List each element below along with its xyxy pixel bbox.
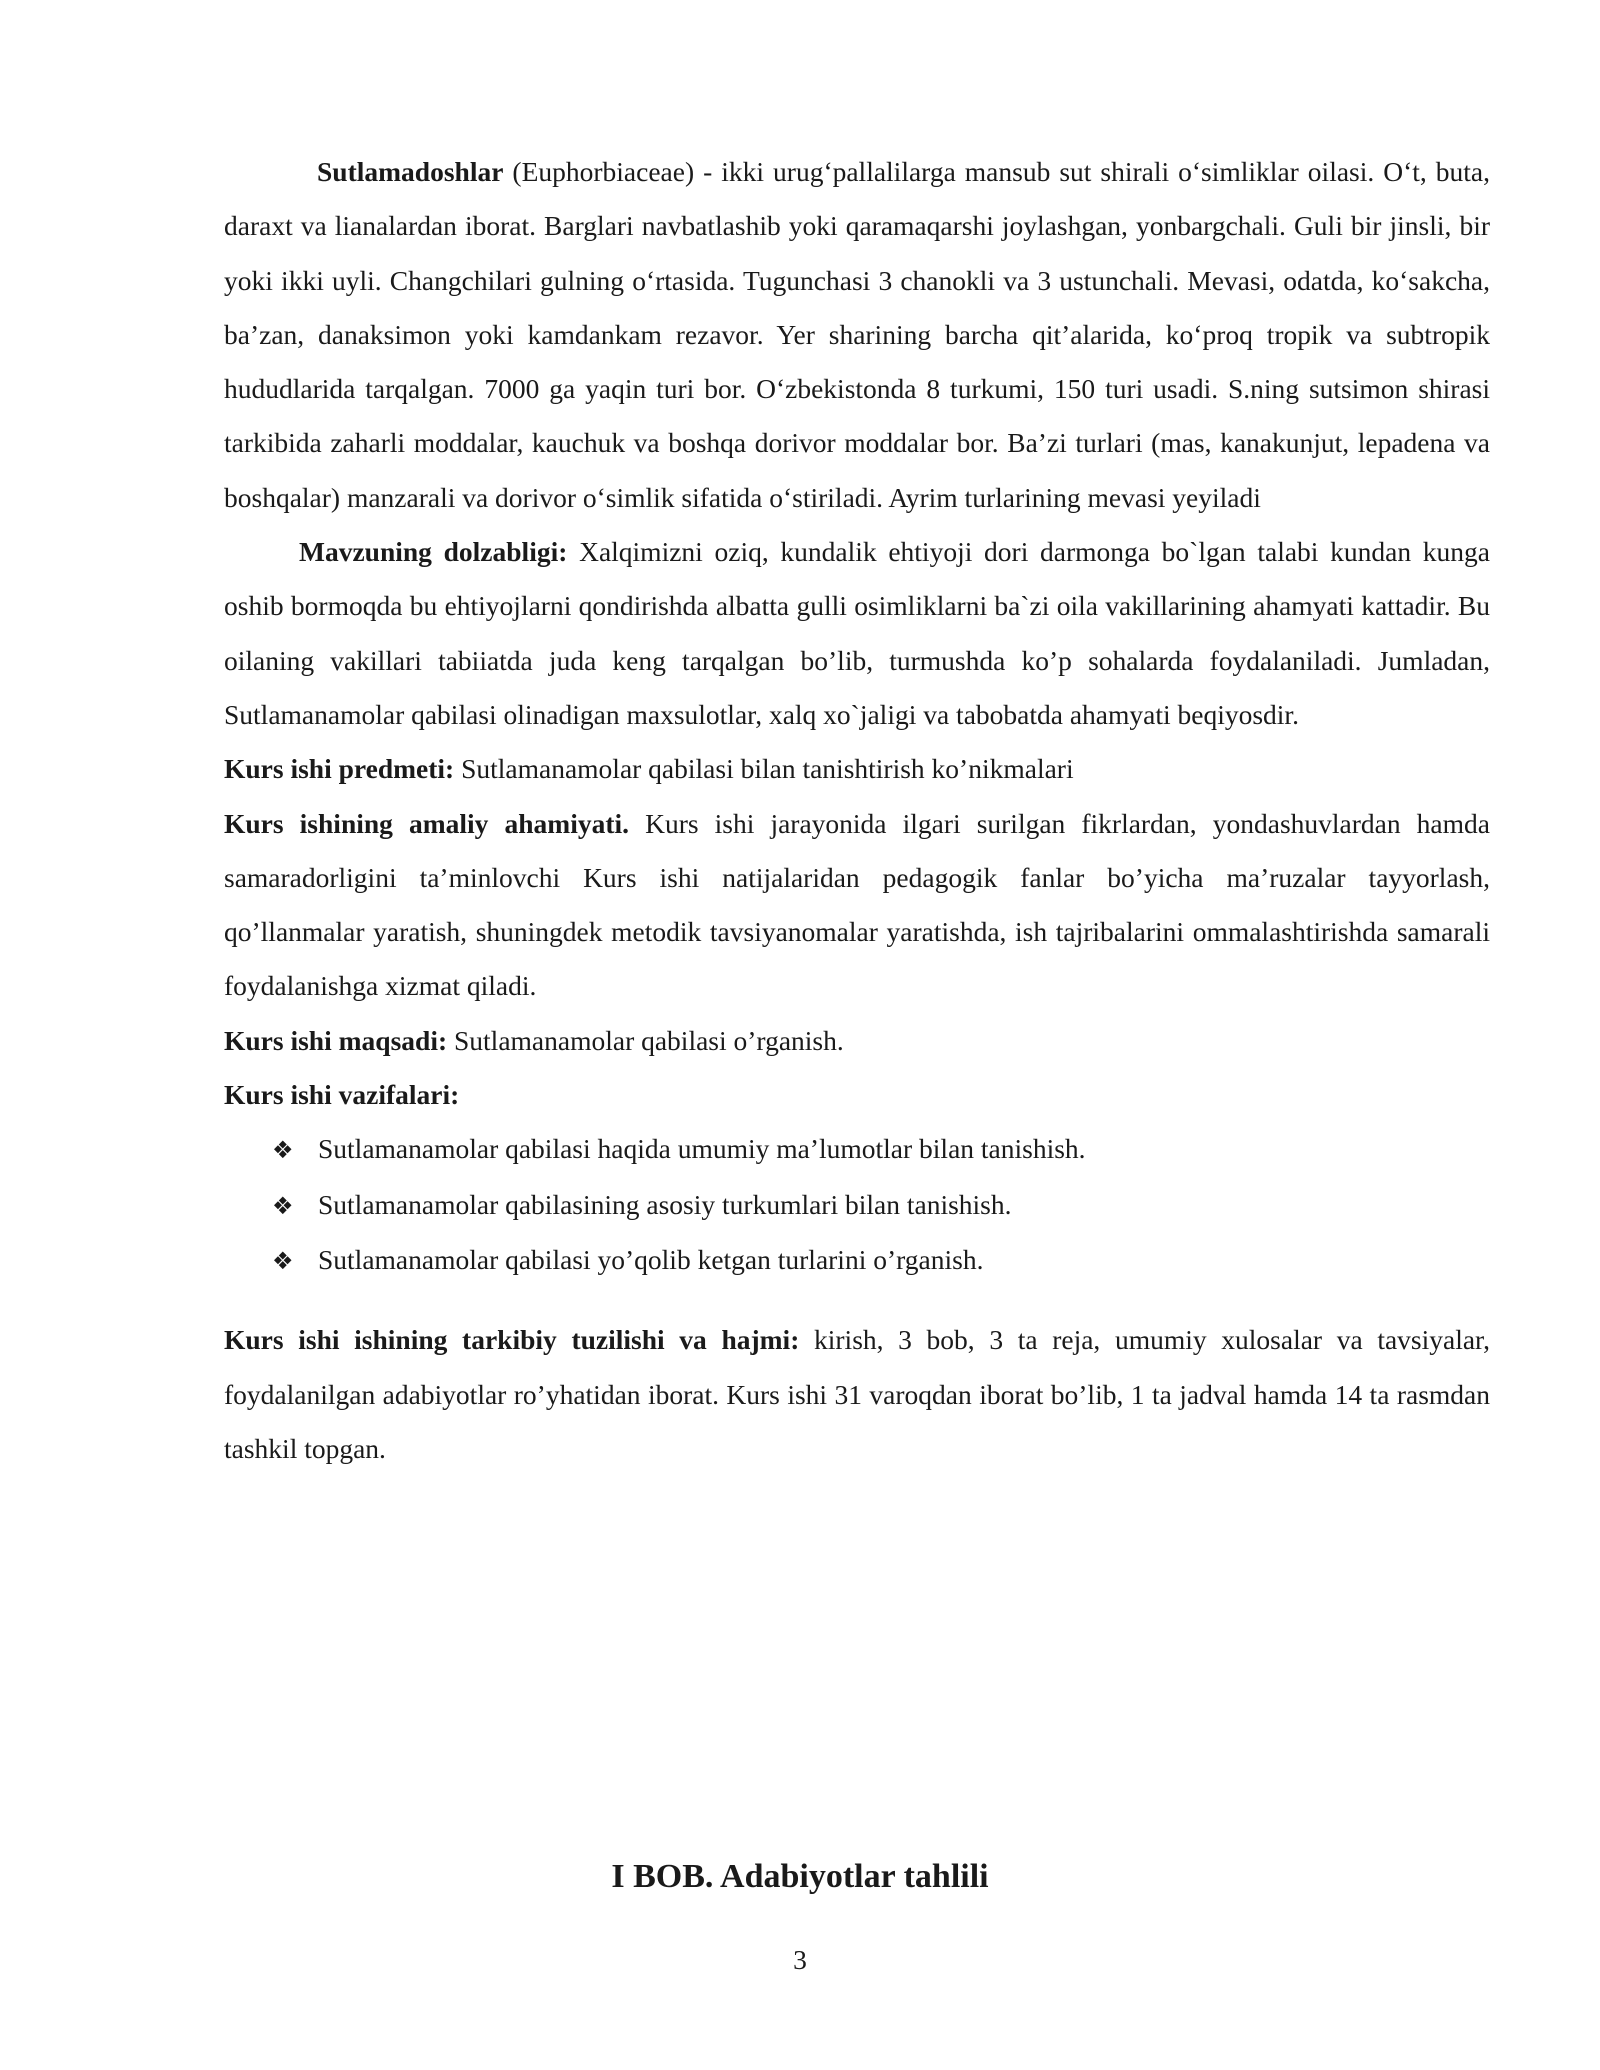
practical-label: Kurs ishining amaliy ahamiyati.: [224, 807, 630, 839]
list-item-text: Sutlamanamolar qabilasining asosiy turkumlari bilan tanishish.: [318, 1188, 1012, 1220]
relevance-text: Xalqimizni oziq, kundalik ehtiyoji dori darmonga bo`lgan talabi kundan kunga oshib bormoqda bu ehtiyojlarni qondirishda albatta gulli osimliklarni ba`zi oila vakillarining ahamyati kattadir. Bu oilaning vakillari tabiiatda juda keng tarqalgan bo’lib, turmushda ko’p sohalarda foydalaniladi. Jumladan, Sutlamanamolar qabilasi olinadigan maxsulotlar, xalq xo`jaligi va tabobatda ahamyati beqiyosdir.: [224, 536, 1490, 730]
diamond-bullet-icon: ❖: [272, 1136, 294, 1165]
subject-text: Sutlamanamolar qabilasi bilan tanishtirish ko’nikmalari: [454, 753, 1074, 785]
subject-label: Kurs ishi predmeti:: [224, 753, 455, 785]
diamond-bullet-icon: ❖: [272, 1191, 294, 1220]
list-item: [272, 1233, 1490, 1288]
subject-paragraph: [224, 742, 1490, 796]
structure-label: Kurs ishi ishining tarkibiy tuzilishi va hajmi:: [224, 1324, 800, 1356]
list-item: [272, 1122, 1490, 1177]
structure-paragraph: [224, 1313, 1490, 1476]
list-item-text: Sutlamanamolar qabilasi haqida umumiy ma’lumotlar bilan tanishish.: [318, 1133, 1086, 1165]
list-item: [272, 1178, 1490, 1233]
document-body: [224, 145, 1490, 1476]
practical-text: Kurs ishi jarayonida ilgari surilgan fikrlardan, yondashuvlardan hamda samaradorligini ta’minlovchi Kurs ishi natijalaridan pedagogik fanlar bo’yicha ma’ruzalar tayyorlash, qo’llanmalar yaratish, shuningdek metodik tavsiyanomalar yaratishda, ish tajribalarini ommalashtirishda samarali foydalanishga xizmat qiladi.: [224, 807, 1490, 1002]
relevance-paragraph: [224, 525, 1490, 742]
chapter-heading: I BOB. Adabiyotlar tahlili: [611, 1858, 989, 1895]
relevance-label: Mavzuning dolzabligi:: [299, 536, 568, 568]
diamond-bullet-icon: ❖: [272, 1246, 294, 1275]
practical-paragraph: [224, 797, 1490, 1014]
list-item-text: Sutlamanamolar qabilasi yo’qolib ketgan turlarini o’rganish.: [318, 1243, 984, 1275]
goal-text: Sutlamanamolar qabilasi o’rganish.: [447, 1024, 844, 1056]
intro-text: (Euphorbiaceae) - ikki urug‘pallalilarga mansub sut shirali o‘simliklar oilasi. O‘t, buta, daraxt va lianalardan iborat. Barglari navbatlashib yoki qaramaqarshi joylashgan, yonbargchali. Guli bir jinsli, bir yoki ikki uyli. Changchilari gulning o‘rtasida. Tugunchasi 3 chanokli va 3 ustunchali. Mevasi, odatda, ko‘sakcha, ba’zan, danaksimon yoki kamdankam rezavor. Yer sharining barcha qit’alarida, ko‘proq tropik va subtropik hududlarida tarqalgan. 7000 ga yaqin turi bor. O‘zbekistonda 8 turkumi, 150 turi usadi. S.ning sutsimon shirasi tarkibida zaharli moddalar, kauchuk va boshqa dorivor moddalar bor. Ba’zi turlari (mas, kanakunjut, lepadena va boshqalar) manzarali va dorivor o‘simlik sifatida o‘stiriladi. Ayrim turlarining mevasi yeyiladi: [224, 156, 1490, 513]
tasks-label: Kurs ishi vazifalari:: [224, 1079, 460, 1111]
page-number: 3: [793, 1944, 807, 1975]
structure-text: kirish, 3 bob, 3 ta reja, umumiy xulosalar va tavsiyalar, foydalanilgan adabiyotlar ro’yhatidan iborat. Kurs ishi 31 varoqdan iborat bo’lib, 1 ta jadval hamda 14 ta rasmdan tashkil topgan.: [224, 1324, 1490, 1464]
tasks-heading: [224, 1068, 1490, 1122]
tasks-list: [224, 1122, 1490, 1288]
goal-paragraph: [224, 1014, 1490, 1068]
intro-term: Sutlamadoshlar: [317, 156, 504, 187]
intro-paragraph: [224, 145, 1490, 525]
goal-label: Kurs ishi maqsadi:: [224, 1024, 448, 1056]
